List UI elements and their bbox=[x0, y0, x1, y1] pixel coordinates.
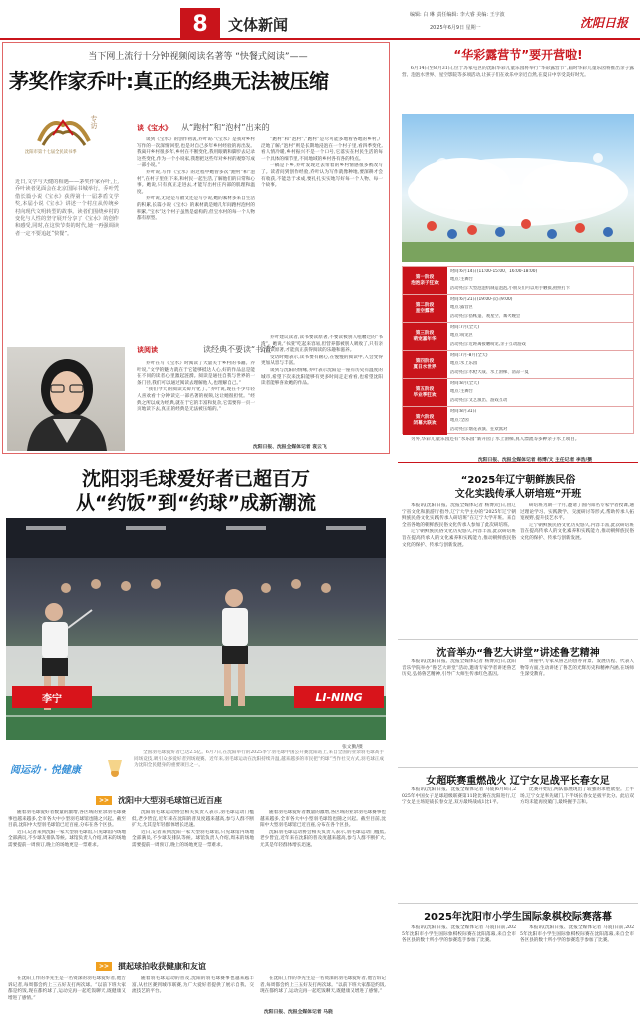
section-1-col-b bbox=[261, 137, 383, 335]
sec1-paragraph: 沈阳羽毛球运动协会相关负责人表示,羽毛球运动门槛低,老少皆宜,近年来在沈阳的普及度越来越高,参与人群不断扩大,尤其是年轻群体增长迅速。 bbox=[132, 810, 254, 829]
schedule-row bbox=[403, 407, 633, 435]
main-article bbox=[2, 42, 390, 454]
s1-paragraph: “跑村”和“泡村”,“跑村”是尽可能多地看各地的乡村,广泛地了解;“泡村”则是长期地浸泡在一个村子里,看四季变化,看人情冷暖,乡村振兴不是一个口号,它落实在村民生活的每一个具体的细节里,不同地域的乡村各有各的特点。 bbox=[261, 137, 383, 162]
folk-paragraph: 辽宁朝鲜族民俗文化历史悠久,内容丰富,此次研培班旨在提高传承人的文化素养和实践能力,推动朝鲜族民俗文化的保护、传承与创新发展。 bbox=[520, 522, 634, 541]
s2-paragraph: “我们今天的阅读太碎片化了。”乔叶说,现在不少年轻人喜欢看十分钟读完一部名著的视频,这让她很担忧。“经典之所以成为经典,就在于它的丰富和复杂,它需要你一页一页地读下去,真正的经典是无法被压缩的。” bbox=[137, 387, 255, 413]
arrow-icon: >> bbox=[96, 796, 112, 805]
sec1-paragraph: 随着羽毛球爱好者数量的激增,各区域的业余羽毛球赛事也越来越多,全市各大中小型羽毛球馆也随之兴起。截至目前,沈阳中大型羽毛球馆已近百座,分布在各个区县。 bbox=[260, 810, 386, 829]
right-lower-column bbox=[398, 462, 638, 1018]
sec1-title: 沈阳中大型羽毛球馆已近百座 bbox=[118, 795, 223, 805]
schedule-stage-label: 第四阶段 夏日水世界 bbox=[403, 351, 447, 378]
s2-paragraph: 乔叶在写《宝水》时阅读了大量关于乡村的书籍。乔叶说,“文学的魅力就在于它能够抵达人心,好的作品总是能在不同的读者心里激起涟漪。阅读是通往自我与世界的一条门径,我们可以通过阅读去理解他人,也理解自己。” bbox=[137, 361, 255, 386]
shuttlecock-icon bbox=[104, 757, 126, 779]
schedule-detail-line: 时间:6月14日(11:00-15:00、16:00-18:00) bbox=[450, 269, 538, 275]
s2-paragraph: 受访时她表示,读书要有耐心,在慢慢的阅读中,人会变得更加从容与丰富。 bbox=[261, 354, 383, 367]
luyi-col-a bbox=[402, 659, 516, 759]
camping-photo bbox=[402, 114, 634, 262]
schedule-row bbox=[403, 351, 633, 379]
page-number-badge bbox=[180, 8, 220, 40]
badminton-lead: 全国羽毛球爱好者已达2.5亿。6月7日,在沈阳举行的2025李宁羽毛球中国公开赛沈阳站上,来自全国的业余羽毛球高手同场竞技,吸引众多爱好者到场观赛。近年来,羽毛球运动在沈阳持续升温,越来越多的市民把“约球”当作社交方式,羽毛球正成为沈阳全民健身的重要项目之一。 bbox=[134, 750, 384, 769]
schedule-details bbox=[447, 407, 633, 435]
schedule-stage-label: 第二阶段 星空露营 bbox=[403, 295, 447, 322]
badminton-headline-1: 沈阳羽毛球爱好者已超百万 bbox=[81, 468, 310, 490]
schedule-detail-line: 活动亮点:大型泡泡机制造泡泡,小朋友们可以用手触摸,拍照打卡 bbox=[450, 285, 571, 291]
section-1-col-a bbox=[137, 137, 255, 335]
author-portrait bbox=[7, 347, 125, 451]
schedule-detail-line: 时间:6月21日(19:00-次日9:00) bbox=[450, 297, 513, 303]
football-paragraph: 本报讯(沈阳日报、沈报全媒体记者 马骁)6月8日,2025年中国女子足球超级联赛第11轮比赛在沈阳进行,辽宁女足主场迎战长春女足,双方最终战成1比1平。 bbox=[402, 787, 516, 806]
chess-paragraph: 本报讯(沈阳日报、沈报全媒体记者 马骁)日前,2025年沈阳市小学生国际象棋校际赛在沈阳落幕,来自全市各区县的数十所小学的参赛选手参加了比赛。 bbox=[520, 925, 634, 944]
schedule-detail-line: 时间:8月31日 bbox=[450, 409, 477, 415]
sec1-paragraph: 随着羽毛球爱好者数量的激增,各区域的业余羽毛球赛事也越来越多,全市各大中小型羽毛球馆也随之兴起。截至目前,沈阳中大型羽毛球馆已近百座,分布在各个区县。 bbox=[8, 810, 126, 829]
schedule-table bbox=[402, 266, 634, 434]
photo-caption: 张文勤/摄 bbox=[342, 745, 363, 750]
schedule-row bbox=[403, 267, 633, 295]
section-2-label: 谈阅读 bbox=[137, 346, 158, 354]
sec2-col-a bbox=[8, 976, 126, 1016]
sec2-paragraph: 随着羽毛球运动的普及,沈阳的羽毛球赛事也越来越丰富,从社区赛到城市联赛,为广大爱好者提供了展示自我、交流技艺的平台。 bbox=[132, 976, 254, 995]
schedule-detail-line: 地点:全园 bbox=[450, 417, 469, 423]
camping-intro: 6月14日至8月31日,位于苏家屯区的沈阳华彩儿童乐园将举行“华彩露营节”,届时华彩儿童乐园将推出亲子露营、泡泡水世界、星空影院等多项活动,让孩子们在欢乐中亲近自然,在夏日中享受美好时光。 bbox=[402, 66, 634, 78]
camping-byline: 沈阳日报、沈报全媒体记者 杨博/文 主任记者 李浩/摄 bbox=[478, 458, 593, 463]
luyi-col-b bbox=[520, 659, 634, 759]
bio-text: 近日,文学与天健的相遇——茅奖作家乔叶,上,乔叶读者见面会在北京国际书城举行。乔叶凭借长篇小说《宝水》获得第十一届茅盾文学奖,本届小说《宝水》讲述一个村庄从传统乡村向现代文明转型的故事。读者们围绕乡村的变化与人性的坚守展开分享了《宝水》的创作和感受,同时,在这快节奏的时代,她一再强调读者一定不要追赶“快餐”。 bbox=[15, 179, 119, 237]
health-logo-text: 阅运动 · 悦健康 bbox=[10, 765, 81, 776]
date-line: 2025年6月9日 星期一 bbox=[430, 25, 481, 31]
masthead bbox=[0, 0, 640, 40]
schedule-stage-label: 第五阶段 毕业季狂欢 bbox=[403, 379, 447, 406]
portrait-image bbox=[7, 347, 125, 451]
schedule-detail-line: 活动亮点:水枪大战、水上滑梯、清凉一夏 bbox=[450, 369, 529, 375]
football-paragraph: 比赛开始后,两队都展现出了较强的求胜欲望。上半场,辽宁女足率先破门,下半场长春女足扳平比分。此后双方均未能再度破门,最终握手言和。 bbox=[520, 787, 634, 806]
sec2-col-c bbox=[260, 976, 386, 1006]
foam-party-image bbox=[402, 114, 634, 262]
badminton-photo bbox=[6, 518, 386, 740]
schedule-detail-line: 时间:8月(全天) bbox=[450, 381, 480, 387]
s2-paragraph: 谈到与沈阳的情缘,乔叶表示沈阳是一座有历史有温度的城市,希望下次来沈阳能够有更多时间走走看看,也希望沈阳读者能够喜欢她的作品。 bbox=[261, 367, 383, 387]
section-2-col-a bbox=[137, 361, 255, 449]
badminton-headline-2: 从“约饭”到“约球”成新潮流 bbox=[76, 492, 316, 514]
schedule-detail-line: 活动亮点:搭帐篷、观星空、篝火晚会 bbox=[450, 313, 521, 319]
sec1-paragraph: 近日,记者来到沈阳一家大型羽毛球馆,只见球馆内场地全部满员,不少球友排队等候。球馆负责人介绍,周末的场地需要提前一周预订,晚上的场地更是一票难求。 bbox=[132, 829, 254, 848]
schedule-stage-label: 第三阶段 萌宠嘉年华 bbox=[403, 323, 447, 350]
visit-label: 专访 bbox=[90, 115, 98, 129]
schedule-detail-line: 时间:7月-8月(全天) bbox=[450, 353, 488, 359]
schedule-details bbox=[447, 323, 633, 350]
folk-headline-2: 文化实践传承人研培班”开班 bbox=[454, 489, 582, 500]
schedule-row bbox=[403, 379, 633, 407]
sponsor-li-ning: LI-NING bbox=[315, 690, 363, 704]
reading-festival-logo bbox=[25, 111, 99, 157]
health-logo bbox=[10, 753, 128, 789]
main-kicker: 当下网上流行十分钟视频阅读名著等 “快餐式阅读”—— bbox=[88, 52, 308, 62]
schedule-rows bbox=[403, 267, 633, 435]
folk-paragraph: 本报讯(沈阳日报、沈报全媒体记者 杨博)近日,由辽宁省文化和旅游厅指导,辽宁大学主办的“2025年辽宁朝鲜族民俗文化实践传承人研培班”在辽宁大学开班。来自全省各地的朝鲜族民俗文化传承人参加了此次研培班。 bbox=[402, 503, 516, 528]
sec2-header bbox=[96, 960, 386, 972]
schedule-detail-line: 地点:萌宠区 bbox=[450, 333, 473, 339]
football-headline: 女超联赛重燃战火 辽宁女足战平长春女足 bbox=[398, 767, 638, 787]
schedule-detail-line: 活动亮点:烟花表演、狂欢派对 bbox=[450, 426, 508, 432]
luyi-paragraph: 讲座中,专家从鲁艺的创办背景、发展历程、代表人物等方面,生动讲述了鲁艺的光辉历史和精神内涵,在场师生深受教育。 bbox=[520, 659, 634, 678]
s1-paragraph: 谈到《宝水》的创作初衷,乔叶说:“《宝水》是我对乡村写作的一次深情回望,也是对自己多年乡村经验的再出发。我离开乡村很多年,乡村在不断变化,我用眼睛和脚步去记录这些变化,作为一个小说家,我想把这些年对乡村的观察写成一部小说。” bbox=[137, 137, 255, 169]
badminton-byline: 沈阳日报、沈报全媒体记者 马骁 bbox=[264, 1010, 333, 1015]
camping-festival-article bbox=[398, 42, 638, 463]
s1-paragraph: 乔叶说,无论是写散文还是写小说,她的素材多来自生活的积累,长篇小说《宝水》的素材就是她几年间跑村泡村的积累,“宝水”这个村子虽然是虚构的,但宝水村的每一个人物都有原型。 bbox=[137, 196, 255, 222]
section-1-title: 从“跑村”和“泡村”出来的 bbox=[181, 123, 270, 132]
schedule-detail-line: 地点:主舞台 bbox=[450, 277, 473, 283]
sec2-col-b bbox=[132, 976, 254, 1016]
sec1-paragraph: 沈阳羽毛球运动协会相关负责人表示,羽毛球运动门槛低,老少皆宜,近年来在沈阳的普及度越来越高,参与人群不断扩大,尤其是年轻群体增长迅速。 bbox=[260, 829, 386, 848]
chess-col-b bbox=[520, 925, 634, 1015]
schedule-details bbox=[447, 295, 633, 322]
chess-paragraph: 本报讯(沈阳日报、沈报全媒体记者 马骁)日前,2025年沈阳市小学生国际象棋校际赛在沈阳落幕,来自全市各区县的数十所小学的参赛选手参加了比赛。 bbox=[402, 925, 516, 944]
camping-footnote: 另外,华彩儿童乐园还有“水乐园”新开园了水上滑梯,真人漂流等多种亲子水上项目。 bbox=[411, 437, 580, 442]
sec2-paragraph: 在沈阳工作的李先生是一名资深的羽毛球爱好者,他告诉记者,每周都会约上三五好友打两次球。“以前下班大家都是约饭,现在都约球了,运动完再一起吃饭聊天,既健康又增进了感情。” bbox=[8, 976, 126, 1001]
sponsor-banner-left bbox=[12, 686, 92, 708]
badminton-article bbox=[2, 458, 390, 1018]
sec1-col-a bbox=[8, 810, 126, 954]
schedule-detail-line: 地点:水上乐园 bbox=[450, 361, 478, 367]
luyi-paragraph: 本报讯(沈阳日报、沈报全媒体记者 杨博)近日,沈阳音乐学院举办“鲁艺大讲堂”活动,邀请专家学者讲述鲁艺历史,弘扬鲁艺精神,引导广大师生传承红色基因。 bbox=[402, 659, 516, 678]
section-2-col-b bbox=[261, 335, 383, 445]
schedule-detail-line: 时间:7月(全天) bbox=[450, 325, 480, 331]
brand-logo: 沈阳日报 bbox=[580, 16, 629, 30]
logo-caption: 沈阳市第十七届全民读书季 bbox=[25, 150, 77, 155]
main-byline: 沈阳日报、沈报全媒体记者 袁云飞 bbox=[253, 445, 327, 450]
schedule-stage-label: 第一阶段 泡泡亲子狂欢 bbox=[403, 267, 447, 294]
schedule-details bbox=[447, 267, 633, 294]
sponsor-li-ning-cn: 李宁 bbox=[42, 693, 62, 705]
folk-paragraph: 辽宁朝鲜族民俗文化历史悠久,内容丰富,此次研培班旨在提高传承人的文化素养和实践能力,推动朝鲜族民俗文化的保护、传承与创新发展。 bbox=[402, 529, 516, 548]
schedule-details bbox=[447, 379, 633, 406]
s1-paragraph: 一稿是下乡,乔叶发现过去带着的乡村情感很多被改写了。读者问到创作经验,乔叶认为写作就像种地,要深耕才会有收获,不能急于求成,要扎扎实实地写好每一个人物、每一个故事。 bbox=[261, 163, 383, 189]
s1-paragraph: 乔叶说,写作《宝水》的过程中她曾多次“跑村”和“泡村”,在村子里住下来,和村民一起生活,了解他们的日常和心事。她说,只有真正走进去,才能写出村庄内部的肌理和温度。 bbox=[137, 169, 255, 195]
schedule-row bbox=[403, 295, 633, 323]
camping-headline: “华彩露营节”要开营啦! bbox=[453, 48, 583, 62]
arrow-icon: >> bbox=[96, 962, 112, 971]
football-col-b bbox=[520, 787, 634, 897]
folk-col-b bbox=[520, 503, 634, 629]
main-headline: 茅奖作家乔叶:真正的经典无法被压缩 bbox=[9, 69, 329, 93]
sec1-paragraph: 近日,记者来到沈阳一家大型羽毛球馆,只见球馆内场地全部满员,不少球友排队等候。球馆负责人介绍,周末的场地需要提前一周预订,晚上的场地更是一票难求。 bbox=[8, 829, 126, 848]
section-name: 文体新闻 bbox=[228, 16, 289, 34]
sec2-paragraph: 在沈阳工作的李先生是一名资深的羽毛球爱好者,他告诉记者,每周都会约上三五好友打两次球。“以前下班大家都是约饭,现在都约球了,运动完再一起吃饭聊天,既健康又增进了感情。” bbox=[260, 976, 386, 995]
schedule-detail-line: 地点:主舞台 bbox=[450, 389, 473, 395]
schedule-stage-label: 第六阶段 闭幕大联欢 bbox=[403, 407, 447, 435]
s2-paragraph: 乔叶建议读者,读书要读原著,不要读被别人咀嚼过的“书渣”。她说,“书渣”吃起来容易,但营养都被别人吸收了,只有亲自去读原著,才能真正获得阅读的乐趣和滋养。 bbox=[261, 335, 383, 354]
sec1-header bbox=[96, 794, 386, 806]
schedule-detail-line: 活动亮点:近距离接触萌宠,亲子互动游戏 bbox=[450, 341, 526, 347]
folk-headline-1: “2025年辽宁朝鲜族民俗 bbox=[460, 475, 576, 486]
page-number: 8 bbox=[192, 11, 208, 37]
sec2-title: 掼起球拍收获健康和友谊 bbox=[118, 961, 207, 971]
folk-paragraph: 研培班为期一个月,邀请了国内知名专家学者授课,通过理论学习、实践教学、交流研讨等形式,帮助传承人拓宽视野,提升技艺水平。 bbox=[520, 503, 634, 522]
luyi-headline: 沈音举办“鲁艺大讲堂”讲述鲁艺精神 bbox=[398, 639, 638, 659]
sec1-col-c bbox=[260, 810, 386, 954]
sponsor-banner-lining bbox=[294, 686, 384, 708]
section-2-title: 读经典不要读“书渣” bbox=[203, 345, 276, 354]
football-col-a bbox=[402, 787, 516, 897]
chess-col-a bbox=[402, 925, 516, 1015]
folk-col-a bbox=[402, 503, 516, 629]
section-1-label: 谈《宝水》 bbox=[137, 124, 172, 132]
editors-line: 编辑: 白 琳 责任编辑: 李大睿 美编: 王宇波 bbox=[410, 12, 505, 18]
sec1-col-b bbox=[132, 810, 254, 954]
schedule-detail-line: 活动亮点:文艺演出、游戏互动 bbox=[450, 397, 508, 403]
schedule-details bbox=[447, 351, 633, 378]
chess-headline: 2025年沈阳市小学生国际象棋校际赛落幕 bbox=[398, 903, 638, 923]
schedule-row bbox=[403, 323, 633, 351]
schedule-detail-line: 地点:露营区 bbox=[450, 305, 473, 311]
